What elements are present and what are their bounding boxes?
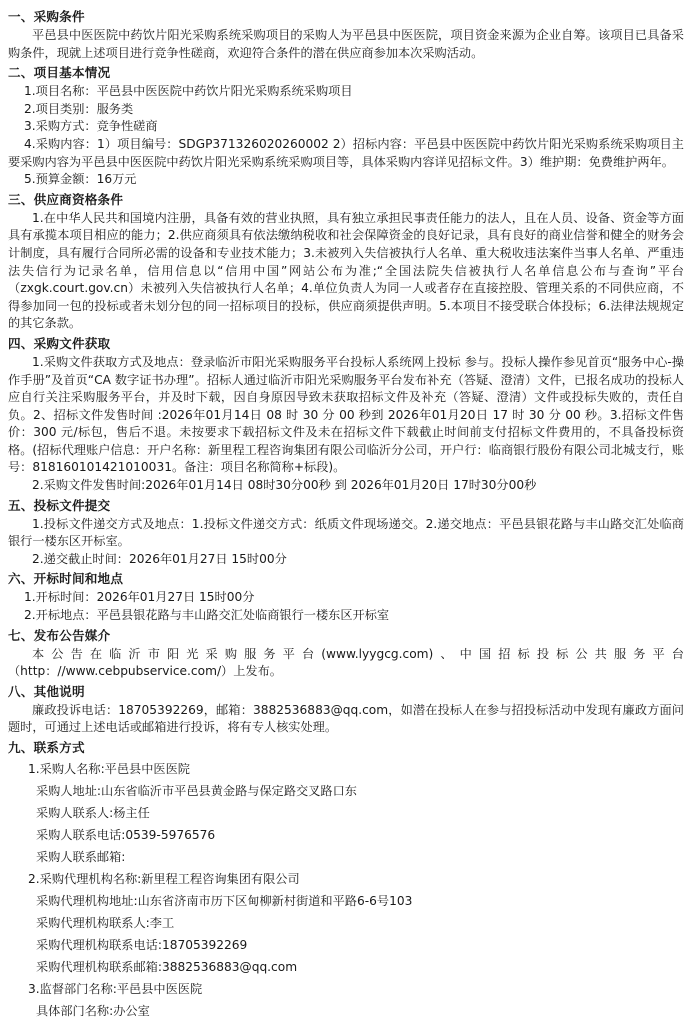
section-8-title: 八、其他说明 — [8, 683, 85, 699]
procurement-method: 3.采购方式：竞争性磋商 — [24, 119, 158, 134]
project-name: 1.项目名称：平邑县中医医院中药饮片阳光采购系统采购项目 — [24, 84, 353, 99]
section-7-title: 七、发布公告媒介 — [8, 627, 111, 643]
section-9-title: 九、联系方式 — [8, 740, 85, 755]
section-2-title: 二、项目基本情况 — [8, 65, 111, 81]
section-1-text: 平邑县中医医院中药饮片阳光采购系统采购项目的采购人为平邑县中医医院，项目资金来源为企业自筹。该项目已具备采购条件，现就上述项目进行竞争性磋商，欢迎符合条件的潜在供应商参加本次采购活动。 — [8, 28, 684, 60]
publication-media: 本公告在临沂市阳光采购服务平台(www.lyygcg.com)、中国招标投标公共服务平台（http：//www.cebpubservice.com/）上发布。 — [8, 646, 684, 679]
section-5-title: 五、投标文件提交 — [8, 497, 111, 513]
section-1-title: 一、采购条件 — [8, 9, 85, 24]
document-sale-time: 2.采购文件发售时间:2026年01月14日 08时30分00秒 到 2026年01月20日 17时30分00秒 — [32, 478, 537, 493]
contact-info — [8, 760, 684, 1021]
supervisor-name: 3.监督部门名称:平邑县中医医院 — [28, 982, 203, 996]
agency-email: 采购代理机构联系邮箱:3882536883@qq.com — [36, 960, 298, 974]
section-4-title: 四、采购文件获取 — [8, 335, 111, 351]
purchaser-address: 采购人地址:山东省临沂市平邑县黄金路与保定路交叉路口东 — [36, 784, 357, 798]
purchaser-phone: 采购人联系电话:0539-5976576 — [36, 828, 216, 842]
supplier-qualifications: 1.在中华人民共和国境内注册，具备有效的营业执照，具有独立承担民事责任能力的法人，且在人员、设备、资金等方面具有承揽本项目相应的能力；2.供应商须具有依法缴纳税收和社会保障资金的良好记录，具有良好的商业信誉和健全的财务会计制度，具有履行合同所必需的设备和专业技术能力；3.未被列入失信被执行人名单、重大税收违法案件当事人名单、严重违法失信行为记录名单，信用信息以“信用中国”网站公布为准;“全国法院失信被执行人名单信息公布与查询”平台（zxgk.court.gov.cn）未被列入失信被执行人名单；4.单位负责人为同一人或者存在直接控股、管理关系的不同供应商，不得参加同一包的投标或者未划分包的同一招标项目的投标，供应商须提供声明。5.本项目不接受联合体投标；6.法律法规规定的其它条款。 — [8, 210, 684, 331]
document-acquisition: 1.采购文件获取方式及地点：登录临沂市阳光采购服务平台投标人系统网上投标 参与。投标人操作参见首页“服务中心-操作手册”及首页“CA 数字证书办理”。招标人通过临沂市阳光采购服务平台发布补充（答疑、澄清）文件，已报名成功的投标人应自行关注采购服务平台，并及时下载，因自身原因导致未获取招标文件及补充（答疑、澄清）文件或投标失败的，责任自负。2、招标文件发售时间 :2026年01月14日 08 时 30 分 00 秒到 2026年01月20日 17 时 30 分 00 秒。3.招标文件售价：300 元/标包，售后不退。未按要求下载招标文件及未在招标文件下载截止时间前支付招标文件费用的，不具备投标资格。(招标代理账户信息：开户名称：新里程工程咨询集团有限公司临沂分公司，开户行：临商银行股份有限公司北城支行，账号：818160101421010031。备注：项目名称简称+标段)。 — [8, 354, 684, 475]
agency-phone: 采购代理机构联系电话:18705392269 — [36, 938, 248, 952]
agency-contact: 采购代理机构联系人:李工 — [36, 916, 175, 930]
other-notes: 廉政投诉电话：18705392269，邮箱：3882536883@qq.com，如潜在投标人在参与招投标活动中发现有廉政方面问题时，可通过上述电话或邮箱进行投诉，将有专人核实处理。 — [8, 702, 684, 735]
section-3-title: 三、供应商资格条件 — [8, 191, 124, 207]
project-category: 2.项目类别：服务类 — [24, 101, 134, 116]
purchaser-contact: 采购人联系人:杨主任 — [36, 806, 150, 820]
agency-name: 2.采购代理机构名称:新里程工程咨询集团有限公司 — [28, 872, 300, 886]
bid-deadline: 2.递交截止时间：2026年01月27日 15时00分 — [32, 551, 287, 566]
budget-amount: 5.预算金额：16万元 — [24, 172, 137, 187]
bid-opening-time: 1.开标时间：2026年01月27日 15时00分 — [24, 590, 255, 605]
section-6-title: 六、开标时间和地点 — [8, 571, 124, 587]
bid-submission-method: 1.投标文件递交方式及地点：1.投标文件递交方式：纸质文件现场递交。2.递交地点：平邑县银花路与丰山路交汇处临商银行一楼东区开标室。 — [8, 516, 684, 549]
bid-opening-location: 2.开标地点：平邑县银花路与丰山路交汇处临商银行一楼东区开标室 — [24, 608, 390, 623]
agency-address: 采购代理机构地址:山东省济南市历下区甸柳新村街道和平路6-6号103 — [36, 894, 413, 908]
purchaser-name: 1.采购人名称:平邑县中医医院 — [28, 762, 190, 776]
department-name: 具体部门名称:办公室 — [36, 1004, 150, 1018]
purchaser-email: 采购人联系邮箱: — [36, 850, 126, 864]
procurement-content: 4.采购内容：1）项目编号：SDGP371326020260002 2）招标内容：平邑县中医医院中药饮片阳光采购系统采购项目主要采购内容为平邑县中医医院中药饮片阳光采购系统采购项目等，具体采购内容详见招标文件。3）维护期：免费维护两年。 — [8, 136, 684, 169]
